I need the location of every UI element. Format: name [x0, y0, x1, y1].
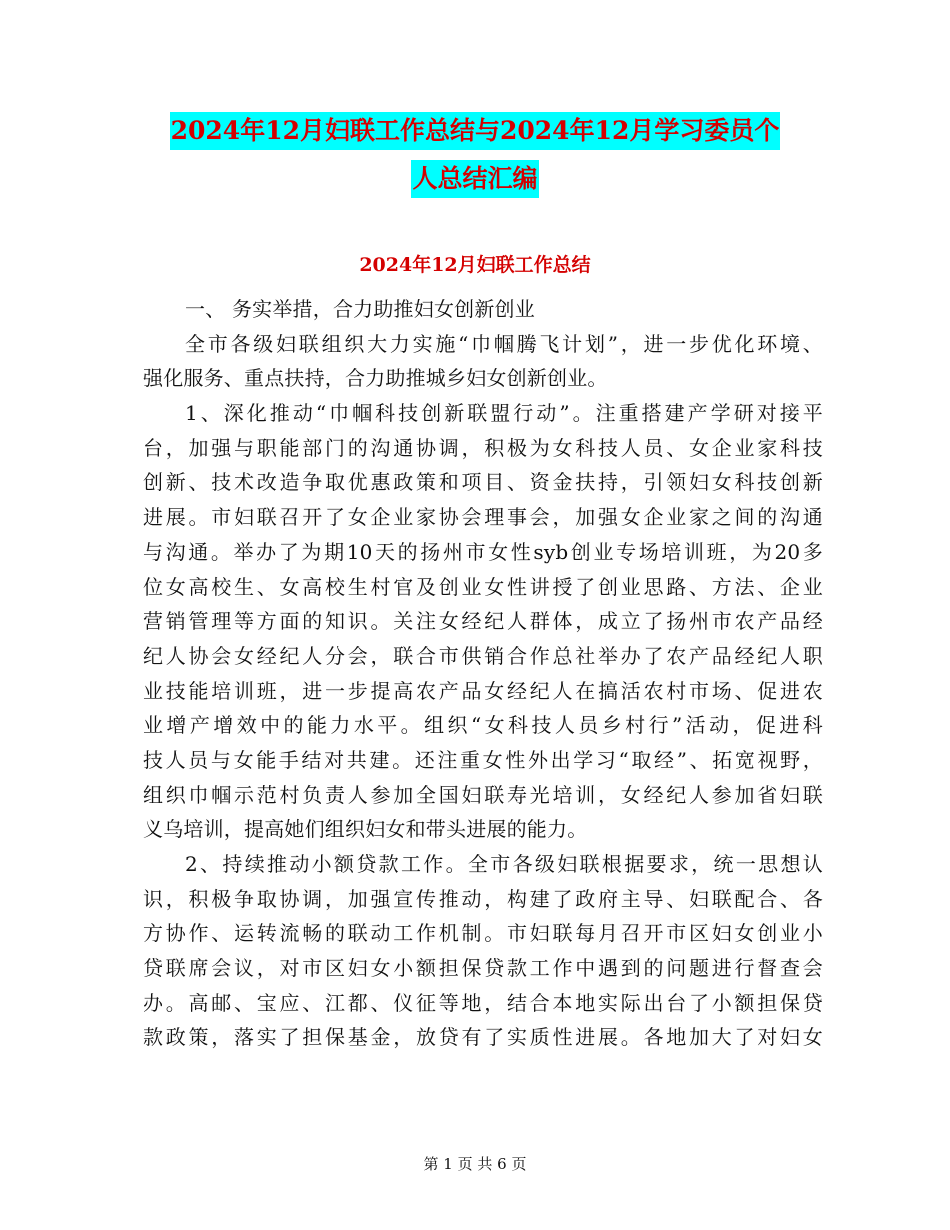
title-line-1: 2024年12月妇联工作总结与2024年12月学习委员个	[170, 112, 781, 150]
title-line-2: 人总结汇编	[411, 160, 538, 198]
document-title	[0, 112, 950, 198]
body-line: 1、深化推动“巾帼科技创新联盟行动”。注重搭建产学研对接平	[185, 401, 823, 426]
body-line: 创新、技术改造争取优惠政策和项目、资金扶持，引领妇女科技创新	[143, 470, 823, 495]
page-footer: 第 1 页 共 6 页	[423, 1155, 527, 1173]
body-line: 业增产增效中的能力水平。组织“女科技人员乡村行”活动，促进科	[143, 713, 823, 738]
body-line: 款政策，落实了担保基金，放贷有了实质性进展。各地加大了对妇女	[143, 1025, 823, 1050]
body-line: 技人员与女能手结对共建。还注重女性外出学习“取经”、拓宽视野，	[143, 747, 823, 772]
body-line: 办。高邮、宝应、江都、仪征等地，结合本地实际出台了小额担保贷	[143, 990, 823, 1015]
body-line: 强化服务、重点扶持，合力助推城乡妇女创新创业。	[143, 366, 608, 391]
body-line: 方协作、运转流畅的联动工作机制。市妇联每月召开市区妇女创业小	[143, 921, 823, 946]
body-line: 与沟通。举办了为期10天的扬州市女性syb创业专场培训班，为20多	[143, 539, 823, 564]
document-body	[143, 292, 823, 1055]
body-line: 位女高校生、女高校生村官及创业女性讲授了创业思路、方法、企业	[143, 574, 823, 599]
body-line: 全市各级妇联组织大力实施“巾帼腾飞计划”，进一步优化环境、	[185, 331, 823, 356]
body-line: 台，加强与职能部门的沟通协调，积极为女科技人员、女企业家科技	[143, 435, 823, 460]
body-line: 义乌培训，提高她们组织妇女和带头进展的能力。	[143, 817, 588, 842]
body-line: 一、 务实举措，合力助推妇女创新创业	[185, 297, 535, 321]
body-line: 贷联席会议，对市区妇女小额担保贷款工作中遇到的问题进行督查会	[143, 956, 823, 981]
section-heading: 2024年12月妇联工作总结	[359, 254, 591, 276]
body-line: 营销管理等方面的知识。关注女经纪人群体，成立了扬州市农产品经	[143, 609, 823, 634]
body-line: 组织巾帼示范村负责人参加全国妇联寿光培训，女经纪人参加省妇联	[143, 782, 823, 807]
body-line: 2、持续推动小额贷款工作。全市各级妇联根据要求，统一思想认	[185, 852, 823, 876]
body-line: 进展。市妇联召开了女企业家协会理事会，加强女企业家之间的沟通	[143, 505, 823, 530]
body-line: 业技能培训班，进一步提高农产品女经纪人在搞活农村市场、促进农	[143, 678, 823, 703]
body-line: 识，积极争取协调，加强宣传推动，构建了政府主导、妇联配合、各	[143, 886, 823, 911]
body-line: 纪人协会女经纪人分会，联合市供销合作总社举办了农产品经纪人职	[143, 643, 823, 668]
